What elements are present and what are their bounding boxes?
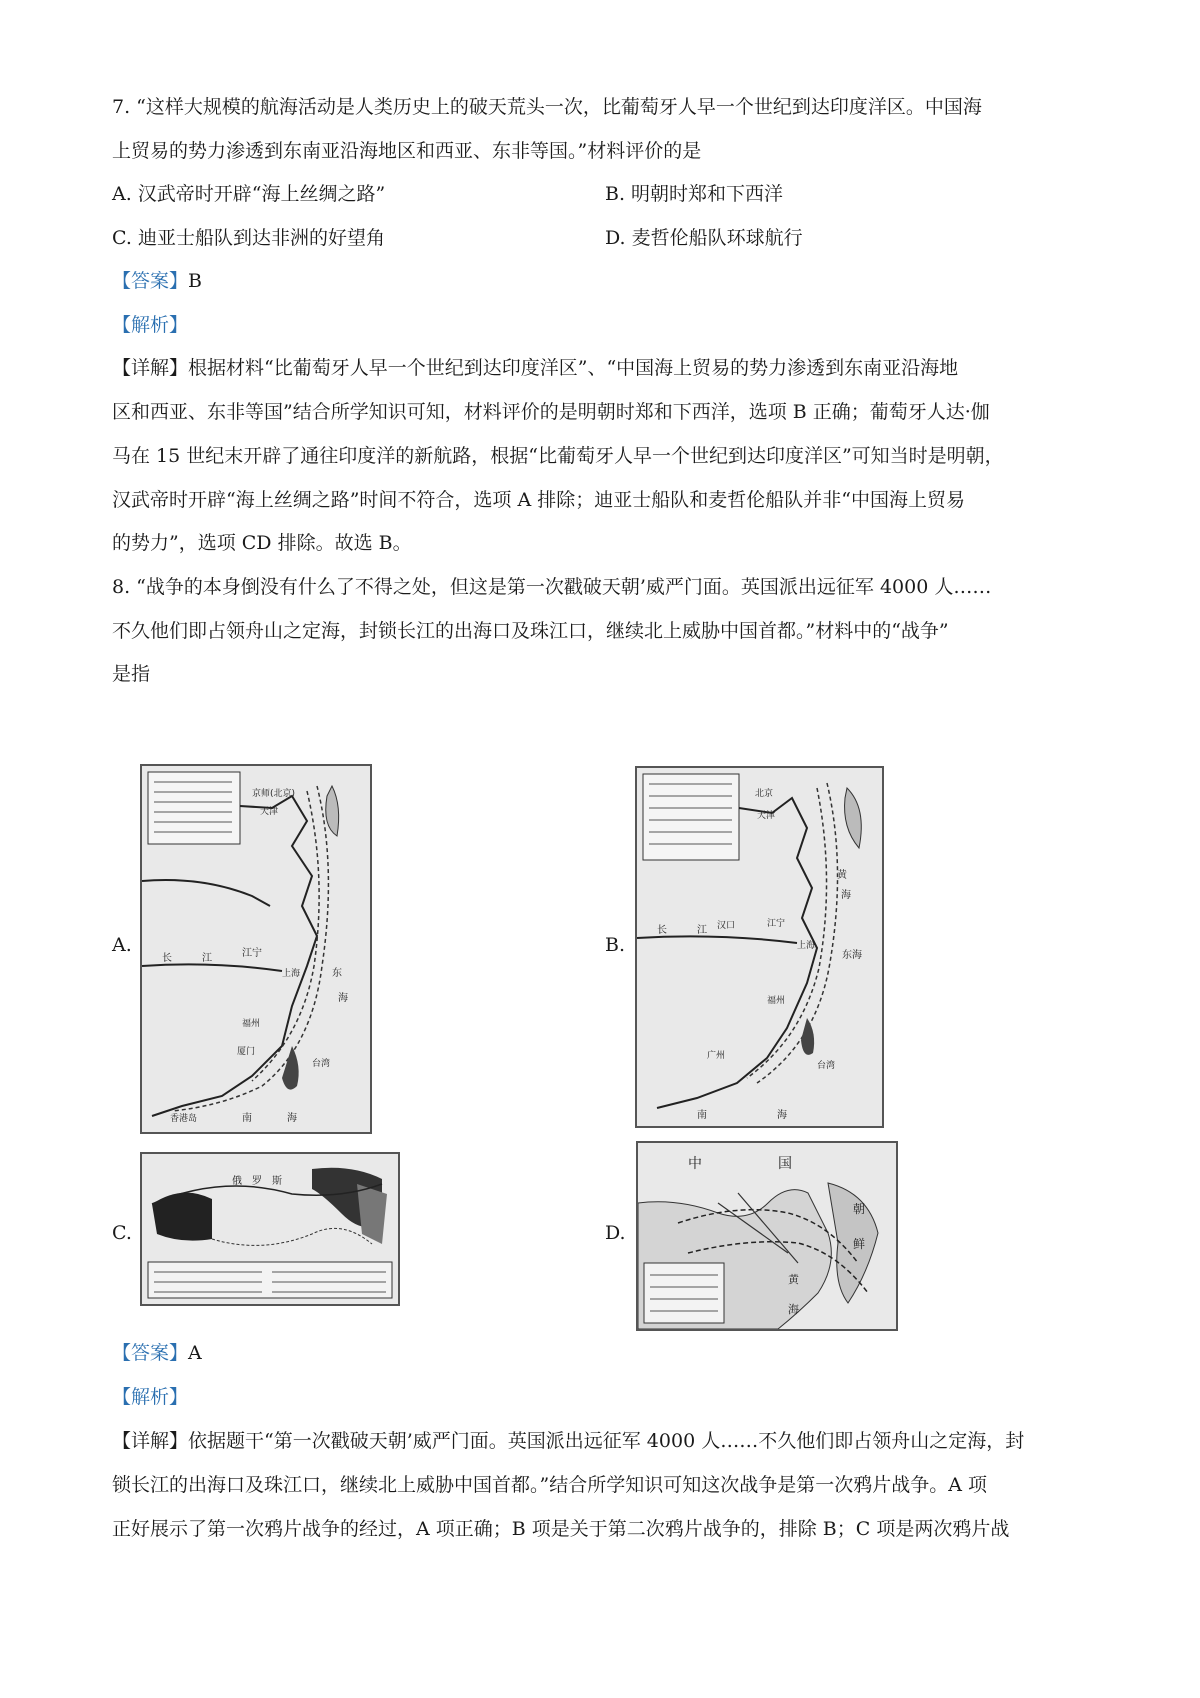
- svg-text:鲜: 鲜: [853, 1237, 866, 1251]
- q7-stem-line-2: 上贸易的势力渗透到东南亚沿海地区和西亚、东非等国。”材料评价的是: [112, 140, 702, 162]
- detail-tag: 【详解】: [112, 1430, 189, 1452]
- svg-text:江宁: 江宁: [767, 919, 786, 929]
- q7-option-a: A. 汉武帝时开辟“海上丝绸之路”: [112, 183, 386, 205]
- q8-stem-line-1: 8. “战争的本身倒没有什么了不得之处，但这是第一次戳破天朝’威严门面。英国派出远征军 4000 人……: [112, 576, 992, 598]
- q8-detail-line-2: 锁长江的出海口及珠江口，继续北上威胁中国首都。”结合所学知识可知这次战争是第一次鸦片战争。A 项: [112, 1474, 987, 1496]
- answer-value: A: [188, 1342, 202, 1364]
- map-a-taiwan: [282, 1046, 299, 1090]
- q8-analysis-tag: [112, 1384, 188, 1410]
- svg-text:汉口: 汉口: [717, 921, 736, 931]
- svg-text:江: 江: [697, 925, 707, 936]
- detail-text: 根据材料“比葡萄牙人早一个世纪到达印度洋区”、“中国海上贸易的势力渗透到东南亚沿海地: [188, 357, 959, 379]
- map-a-yangtze: [142, 964, 282, 971]
- analysis-tag: 【解析】: [112, 1386, 189, 1408]
- map-d-drawing: [638, 1143, 896, 1329]
- map-b-drawing: [637, 768, 882, 1126]
- svg-text:台湾: 台湾: [817, 1061, 836, 1071]
- svg-text:朝: 朝: [853, 1202, 866, 1216]
- q8-stem-line-3: 是指: [112, 663, 151, 685]
- q8-detail-line-1: [112, 1428, 1024, 1454]
- q8-option-a-letter: A.: [112, 934, 132, 956]
- map-b-legend-box: [643, 774, 739, 860]
- map-a-drawing: [142, 766, 370, 1132]
- svg-text:南: 南: [697, 1110, 707, 1121]
- svg-text:中: 中: [688, 1156, 702, 1172]
- svg-text:斯: 斯: [272, 1176, 282, 1187]
- q7-detail-line-2: 区和西亚、东非等国”结合所学知识可知，材料评价的是明朝时郑和下西洋，选项 B 正确；葡萄牙人达·伽: [112, 401, 990, 423]
- svg-text:南: 南: [242, 1113, 252, 1124]
- svg-text:京师(北京): 京师(北京): [252, 789, 296, 799]
- svg-text:江: 江: [202, 953, 212, 964]
- map-a-legend-box: [148, 772, 240, 844]
- detail-tag: 【详解】: [112, 357, 189, 379]
- svg-text:东海: 东海: [842, 950, 862, 961]
- svg-text:罗: 罗: [252, 1176, 262, 1187]
- svg-text:上海: 上海: [282, 969, 301, 979]
- q7-analysis-tag: [112, 312, 188, 338]
- q8-map-a: [140, 764, 372, 1134]
- map-b-yangtze: [637, 936, 797, 943]
- svg-text:海: 海: [287, 1113, 297, 1124]
- analysis-tag: 【解析】: [112, 314, 189, 336]
- svg-text:天津: 天津: [757, 811, 776, 821]
- map-d-legend-box: [644, 1263, 724, 1323]
- svg-text:黄: 黄: [788, 1273, 799, 1286]
- q7-detail-line-3: 马在 15 世纪末开辟了通往印度洋的新航路，根据“比葡萄牙人早一个世纪到达印度洋区”可知当时是明朝，: [112, 445, 1004, 467]
- svg-text:上海: 上海: [797, 941, 816, 951]
- svg-text:长: 长: [162, 953, 172, 964]
- map-c-drawing: [142, 1154, 398, 1304]
- q7-answer: [112, 268, 202, 294]
- svg-text:俄: 俄: [232, 1176, 242, 1187]
- svg-text:海: 海: [338, 993, 348, 1004]
- answer-tag: 【答案】: [112, 270, 189, 292]
- q8-map-c: [140, 1152, 400, 1306]
- map-b-taiwan: [801, 1018, 814, 1055]
- svg-text:香港岛: 香港岛: [170, 1114, 198, 1124]
- q7-option-d: D. 麦哲伦船队环球航行: [605, 227, 803, 249]
- q8-option-b-letter: B.: [605, 934, 626, 956]
- q7-option-c: C. 迪亚士船队到达非洲的好望角: [112, 227, 385, 249]
- svg-text:国: 国: [778, 1156, 792, 1172]
- svg-text:海: 海: [777, 1110, 787, 1121]
- svg-text:北京: 北京: [755, 789, 774, 799]
- svg-text:长: 长: [657, 925, 667, 936]
- svg-text:广州: 广州: [707, 1051, 726, 1061]
- map-a-river: [142, 880, 270, 906]
- answer-tag: 【答案】: [112, 1342, 189, 1364]
- q8-stem-line-2: 不久他们即占领舟山之定海，封锁长江的出海口及珠江口，继续北上威胁中国首都。”材料中的“战争”: [112, 620, 949, 642]
- svg-text:江宁: 江宁: [242, 948, 262, 959]
- svg-text:黄: 黄: [837, 870, 847, 881]
- svg-text:福州: 福州: [242, 1019, 261, 1029]
- answer-value: B: [188, 270, 202, 292]
- svg-text:海: 海: [788, 1303, 799, 1316]
- q7-option-b: B. 明朝时郑和下西洋: [605, 183, 784, 205]
- svg-text:台湾: 台湾: [312, 1059, 331, 1069]
- map-b-route: [757, 783, 838, 1083]
- map-c-legend-box: [148, 1262, 392, 1298]
- q7-detail-line-5: 的势力”，选项 CD 排除。故选 B。: [112, 532, 412, 554]
- q8-map-b: [635, 766, 884, 1128]
- q7-detail-line-1: [112, 355, 958, 381]
- q8-answer: [112, 1340, 202, 1366]
- q8-option-c-letter: C.: [112, 1222, 132, 1244]
- q8-option-d-letter: D.: [605, 1222, 626, 1244]
- detail-text: 依据题干“第一次戳破天朝’威严门面。英国派出远征军 4000 人……不久他们即占领舟山之定海，封: [188, 1430, 1025, 1452]
- q8-map-d: [636, 1141, 898, 1331]
- svg-text:福州: 福州: [767, 996, 786, 1006]
- svg-text:厦门: 厦门: [237, 1047, 256, 1057]
- svg-text:天津: 天津: [260, 807, 279, 817]
- q8-detail-line-3: 正好展示了第一次鸦片战争的经过，A 项正确；B 项是关于第二次鸦片战争的，排除 B；C 项是两次鸦片战: [112, 1518, 1010, 1540]
- q7-detail-line-4: 汉武帝时开辟“海上丝绸之路”时间不符合，选项 A 排除；迪亚士船队和麦哲伦船队并非“中国海上贸易: [112, 489, 965, 511]
- svg-text:东: 东: [332, 968, 342, 979]
- q7-stem-line-1: 7. “这样大规模的航海活动是人类历史上的破天荒头一次，比葡萄牙人早一个世纪到达印度洋区。中国海: [112, 96, 982, 118]
- svg-text:海: 海: [841, 890, 851, 901]
